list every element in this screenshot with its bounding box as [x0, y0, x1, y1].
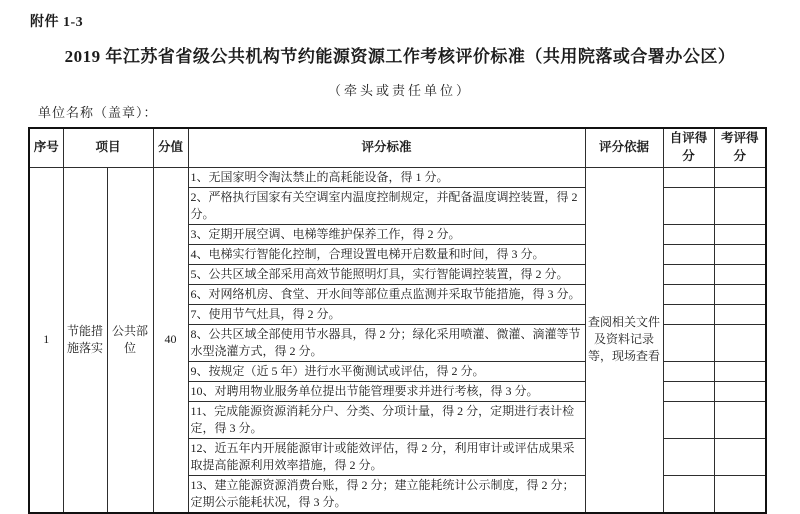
self-score-cell	[663, 284, 714, 304]
criterion-text: 3、定期开展空调、电梯等维护保养工作，得 2 分。	[188, 224, 585, 244]
criterion-text: 9、按规定（近 5 年）进行水平衡测试或评估，得 2 分。	[188, 361, 585, 381]
seq-number: 1	[29, 167, 63, 513]
criterion-text: 5、公共区域全部采用高效节能照明灯具，实行智能调控装置，得 2 分。	[188, 264, 585, 284]
criterion-text: 12、近五年内开展能源审计或能效评估，得 2 分，利用审计或评估成果采取提高能源利用效率措施，得 2 分。	[188, 438, 585, 475]
review-score-cell	[714, 401, 766, 438]
review-score-cell	[714, 381, 766, 401]
criterion-text: 13、建立能源资源消费台账，得 2 分；建立能耗统计公示制度，得 2 分；定期公示能耗状况，得 3 分。	[188, 476, 585, 514]
header-basis: 评分依据	[585, 128, 663, 167]
page-subtitle: （牵头或责任单位）	[327, 83, 472, 98]
table-header-row	[29, 128, 766, 167]
self-score-cell	[663, 381, 714, 401]
review-score-cell	[714, 438, 766, 475]
unit-name-label: 单位名称（盖章）：	[38, 105, 158, 120]
table-row	[29, 167, 766, 187]
criterion-text: 4、电梯实行智能化控制，合理设置电梯开启数量和时间，得 3 分。	[188, 244, 585, 264]
project-name: 节能措施落实	[63, 167, 107, 513]
self-score-cell	[663, 401, 714, 438]
review-score-cell	[714, 244, 766, 264]
self-score-cell	[663, 244, 714, 264]
header-project: 项目	[63, 128, 153, 167]
criterion-text: 6、对网络机房、食堂、开水间等部位重点监测并采取节能措施，得 3 分。	[188, 284, 585, 304]
basis-text: 查阅相关文件及资料记录等，现场查看	[585, 167, 663, 513]
criterion-text: 2、严格执行国家有关空调室内温度控制规定，并配备温度调控装置，得 2 分。	[188, 187, 585, 224]
header-self-score: 自评得分	[663, 128, 714, 167]
self-score-cell	[663, 361, 714, 381]
self-score-cell	[663, 224, 714, 244]
criterion-text: 10、对聘用物业服务单位提出节能管理要求并进行考核，得 3 分。	[188, 381, 585, 401]
self-score-cell	[663, 304, 714, 324]
review-score-cell	[714, 224, 766, 244]
header-criteria: 评分标准	[188, 128, 585, 167]
review-score-cell	[714, 187, 766, 224]
criterion-text: 1、无国家明令淘汰禁止的高耗能设备，得 1 分。	[188, 167, 585, 187]
self-score-cell	[663, 187, 714, 224]
review-score-cell	[714, 264, 766, 284]
page-title: 2019 年江苏省省级公共机构节约能源资源工作考核评价标准（共用院落或合署办公区）	[64, 47, 736, 66]
self-score-cell	[663, 438, 714, 475]
criterion-text: 7、使用节气灶具，得 2 分。	[188, 304, 585, 324]
self-score-cell	[663, 264, 714, 284]
criteria-body	[29, 167, 766, 513]
review-score-cell	[714, 324, 766, 361]
attachment-label: 附件 1-3	[30, 15, 84, 30]
header-seq: 序号	[29, 128, 63, 167]
evaluation-table	[28, 127, 767, 514]
score-value: 40	[153, 167, 188, 513]
self-score-cell	[663, 476, 714, 514]
review-score-cell	[714, 361, 766, 381]
review-score-cell	[714, 284, 766, 304]
review-score-cell	[714, 167, 766, 187]
criterion-text: 11、完成能源资源消耗分户、分类、分项计量，得 2 分，定期进行表计检定，得 3 分。	[188, 401, 585, 438]
self-score-cell	[663, 324, 714, 361]
header-review-score: 考评得分	[714, 128, 766, 167]
review-score-cell	[714, 476, 766, 514]
header-value: 分值	[153, 128, 188, 167]
sub-project-name: 公共部位	[107, 167, 153, 513]
self-score-cell	[663, 167, 714, 187]
review-score-cell	[714, 304, 766, 324]
criterion-text: 8、公共区域全部使用节水器具，得 2 分；绿化采用喷灌、微灌、滴灌等节水型浇灌方式，得 2 分。	[188, 324, 585, 361]
